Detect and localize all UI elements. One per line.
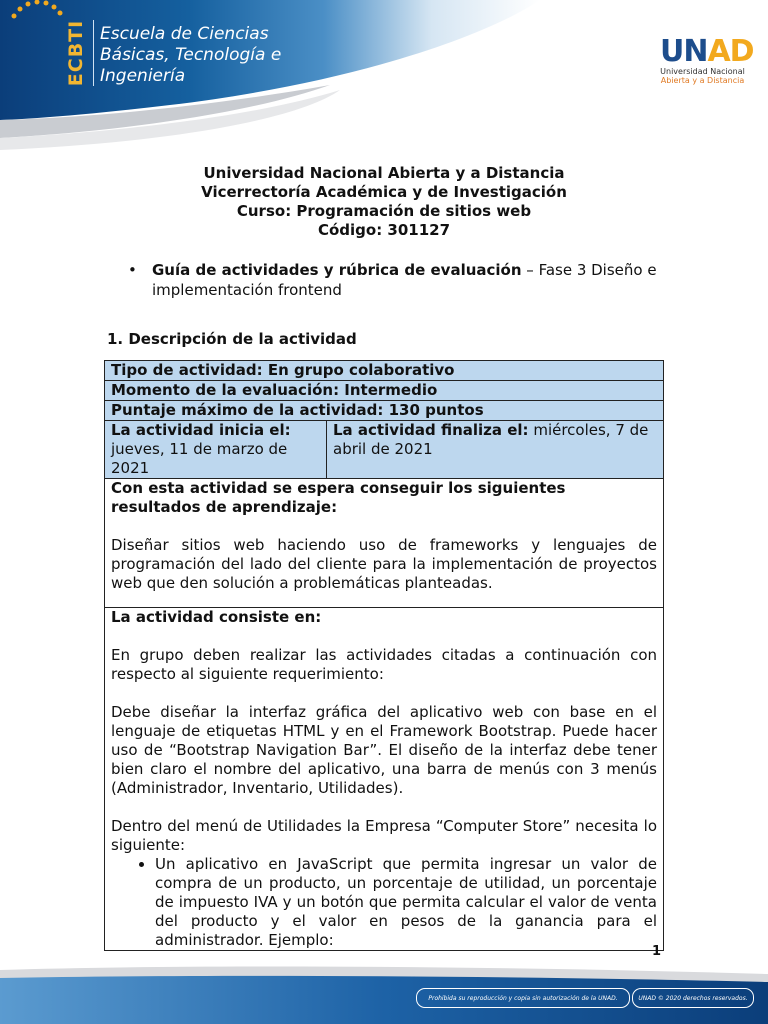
list-item: • Un aplicativo en JavaScript que permita ingresar un valor de compra de un producto, un porcentaje de utilidad, un porcentaje de impuesto IVA y un botón que permita calcular el valor de venta del producto y el valor en pesos de la ganancia para el administrador. Ejemplo: — [155, 855, 657, 950]
section-heading: 1. Descripción de la actividad — [107, 330, 357, 348]
document-titles — [0, 164, 768, 240]
ecbti-tag: ECBTI — [65, 19, 87, 87]
start-date-label: La actividad inicia el: — [111, 421, 291, 439]
activity-table — [104, 360, 664, 951]
course-title: Curso: Programación de sitios web — [236, 202, 532, 220]
activity-type: Tipo de actividad: En grupo colaborativo — [105, 361, 664, 381]
learning-outcomes-heading: Con esta actividad se espera conseguir los siguientes resultados de aprendizaje: — [111, 479, 566, 516]
unad-logo-subtitle: Universidad Nacional Abierta y a Distancia — [660, 67, 745, 85]
end-date-label: La actividad finaliza el: — [333, 421, 529, 439]
end-date-value: miércoles, 7 de abril de 2021 — [333, 421, 649, 458]
university-title: Universidad Nacional Abierta y a Distancia — [203, 164, 565, 182]
footer-copyright-notice: Prohibida su reproducción y copia sin autorización de la UNAD. — [416, 988, 630, 1008]
vicerrectoria-title: Vicerrectoría Académica y de Investigación — [201, 183, 567, 201]
activity-paragraph-1: En grupo deben realizar las actividades citadas a continuación con respecto al siguiente requerimiento: — [111, 646, 657, 683]
activity-paragraph-3: Dentro del menú de Utilidades la Empresa “Computer Store” necesita lo siguiente: — [111, 817, 657, 854]
activity-paragraph-2: Debe diseñar la interfaz gráfica del aplicativo web con base en el lenguaje de etiquetas HTML y en el Framework Bootstrap. Puede hacer uso de “Bootstrap Navigation Bar”. El diseño de la interfaz debe tener bien claro el nombre del aplicativo, una barra de menús con 3 menús (Administrador, Inventario, Utilidades). — [111, 703, 657, 797]
course-code: Código: 301127 — [317, 221, 451, 239]
footer-rights-notice: UNAD © 2020 derechos reservados. — [632, 988, 754, 1008]
activity-description-heading: La actividad consiste en: — [111, 608, 322, 626]
page-number: 1 — [652, 944, 662, 959]
activity-description-cell — [105, 608, 664, 951]
learning-outcomes-text: Diseñar sitios web haciendo uso de frameworks y lenguajes de programación del lado del cliente para la implementación de proyectos web que den solución a problemáticas planteadas. — [111, 536, 657, 592]
guide-phase: – Fase 3 Diseño e implementación frontend — [152, 261, 657, 299]
unad-logo-icon — [0, 0, 96, 80]
activity-bullet-list — [111, 855, 657, 950]
unad-logo-word: UNAD — [660, 34, 754, 69]
end-date-cell — [327, 421, 664, 479]
start-date-value: jueves, 11 de marzo de 2021 — [111, 440, 288, 477]
max-score: Puntaje máximo de la actividad: 130 puntos — [105, 401, 664, 421]
learning-outcomes-cell — [105, 479, 664, 608]
school-name: Escuela de Ciencias Básicas, Tecnología e Ingeniería — [100, 24, 282, 86]
evaluation-moment: Momento de la evaluación: Intermedio — [105, 381, 664, 401]
start-date-cell — [105, 421, 327, 479]
bullet-icon: • — [128, 261, 137, 279]
page-header — [0, 0, 768, 150]
guide-title: Guía de actividades y rúbrica de evaluación — [152, 261, 522, 279]
